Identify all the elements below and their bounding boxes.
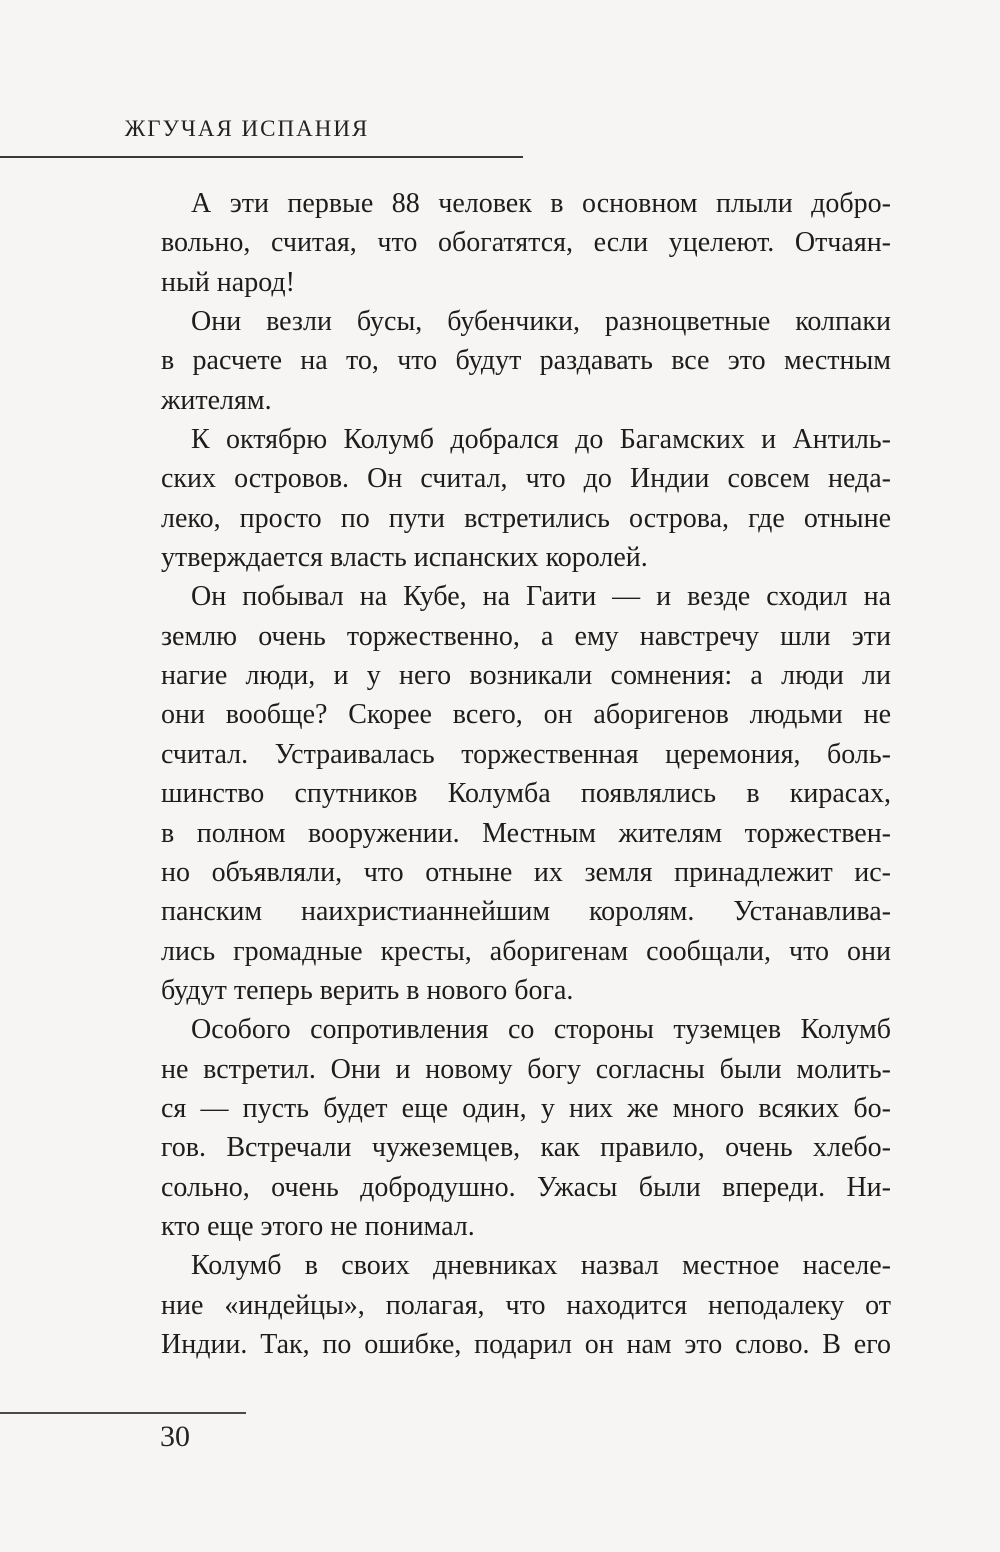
text-line: лись громадные кресты, аборигенам сообщали, что они <box>161 935 891 967</box>
text-line: Колумб в своих дневниках назвал местное населе- <box>191 1250 891 1282</box>
paragraph <box>161 577 891 1010</box>
text-line: не встретил. Они и новому богу согласны были молить- <box>161 1053 891 1085</box>
text-line: в расчете на то, что будут раздавать все это местным <box>161 345 891 377</box>
running-header-title: ЖГУЧАЯ ИСПАНИЯ <box>124 116 370 141</box>
body-text <box>161 184 891 1364</box>
text-line: кто еще этого не понимал. <box>161 1210 475 1242</box>
text-line: шинство спутников Колумба появлялись в кирасах, <box>161 778 891 810</box>
paragraph <box>161 184 891 302</box>
page-number: 30 <box>160 1420 190 1453</box>
paragraph <box>161 1246 891 1364</box>
text-line: Он побывал на Кубе, на Гаити — и везде сходил на <box>191 581 891 613</box>
text-line: ный народ! <box>161 266 295 298</box>
text-line: но объявляли, что отныне их земля принадлежит ис- <box>161 856 891 888</box>
text-line: нагие люди, и у него возникали сомнения: а люди ли <box>161 660 891 692</box>
text-line: они вообще? Скорее всего, он аборигенов людьми не <box>161 699 891 731</box>
header-rule <box>0 156 523 158</box>
text-line: ся — пусть будет еще один, у них же много всяких бо- <box>161 1092 891 1124</box>
text-line: в полном вооружении. Местным жителям торжествен- <box>161 817 891 849</box>
text-line: землю очень торжественно, а ему навстречу шли эти <box>161 620 891 652</box>
text-line: Индии. Так, по ошибке, подарил он нам это слово. В его <box>161 1328 891 1360</box>
text-line: жителям. <box>161 384 272 416</box>
text-line: считал. Устраивалась торжественная церемония, боль- <box>161 738 891 770</box>
text-line: утверждается власть испанских королей. <box>161 542 648 574</box>
paragraph <box>161 302 891 420</box>
text-line: ние «индейцы», полагая, что находится неподалеку от <box>161 1289 891 1321</box>
footer-rule <box>0 1412 246 1414</box>
text-line: Они везли бусы, бубенчики, разноцветные колпаки <box>191 306 891 338</box>
text-line: будут теперь верить в нового бога. <box>161 974 574 1006</box>
text-line: Особого сопротивления со стороны туземцев Колумб <box>191 1014 891 1046</box>
paragraph <box>161 420 891 577</box>
text-line: сольно, очень добродушно. Ужасы были впереди. Ни- <box>161 1171 891 1203</box>
text-line: гов. Встречали чужеземцев, как правило, очень хлебо- <box>161 1132 891 1164</box>
text-line: панским наихристианнейшим королям. Устанавлива- <box>161 896 891 928</box>
text-line: К октябрю Колумб добрался до Багамских и Антиль- <box>191 424 891 456</box>
text-line: вольно, считая, что обогатятся, если уцелеют. Отчаян- <box>161 227 891 259</box>
text-line: А эти первые 88 человек в основном плыли добро- <box>191 188 891 219</box>
text-line: леко, просто по пути встретились острова, где отныне <box>161 502 891 534</box>
text-line: ских островов. Он считал, что до Индии совсем неда- <box>161 463 891 495</box>
paragraph <box>161 1010 891 1246</box>
